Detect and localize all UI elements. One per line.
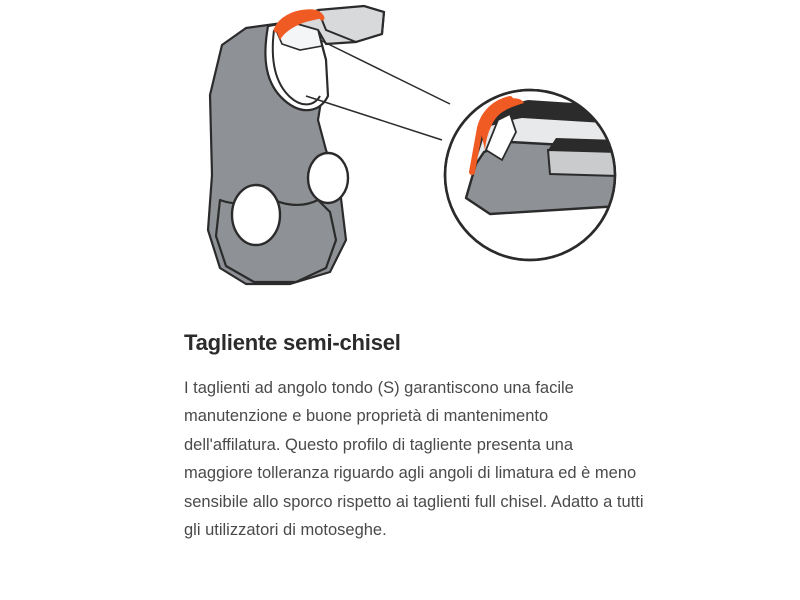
semi-chisel-cutter-illustration bbox=[150, 0, 650, 320]
cutter-tooth-body bbox=[208, 6, 384, 284]
page-title: Tagliente semi-chisel bbox=[184, 330, 401, 355]
article-content bbox=[184, 330, 644, 544]
article-paragraph: I taglienti ad angolo tondo (S) garantiscono una facile manutenzione e buone proprietà di mantenimento dell'affilatura. Questo profilo di tagliente presenta una maggiore tolleranza riguardo agli angoli di limatura ed è meno sensibile allo sporco rispetto ai taglienti full chisel. Adatto a tutti gli utilizzatori di motoseghe. bbox=[184, 379, 644, 539]
cutting-edge-detail-circle bbox=[445, 90, 620, 260]
